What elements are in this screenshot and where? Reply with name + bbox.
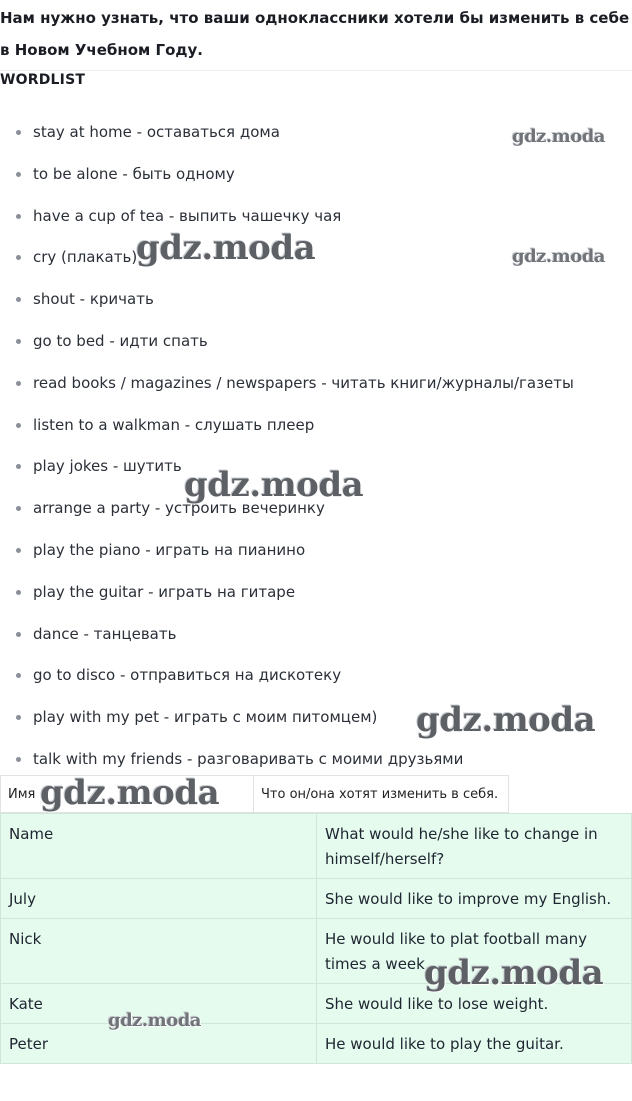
list-item: talk with my friends - разговаривать с моими друзьями: [0, 737, 632, 779]
table-cell: She would like to lose weight.: [317, 984, 632, 1024]
list-item: play the guitar - играть на гитаре: [0, 570, 632, 612]
table-row: [1, 1024, 632, 1064]
watermark: gdz.moda: [136, 228, 316, 268]
list-item: shout - кричать: [0, 277, 632, 319]
intro-text: Нам нужно узнать, что ваши одноклассники хотели бы изменить в себе в Новом Учебном Году.: [0, 9, 630, 59]
watermark: gdz.moda: [416, 700, 596, 740]
list-item: read books / magazines / newspapers - читать книги/журналы/газеты: [0, 361, 632, 403]
list-item: to be alone - быть одному: [0, 152, 632, 194]
divider: [0, 70, 632, 71]
list-item: play jokes - шутить: [0, 444, 632, 486]
table-cell: July: [1, 879, 317, 919]
table-row: [1, 879, 632, 919]
survey-table: [0, 813, 632, 1064]
table-cell: She would like to improve my English.: [317, 879, 632, 919]
list-item: go to disco - отправиться на дискотеку: [0, 653, 632, 695]
watermark: gdz.moda: [512, 246, 605, 267]
list-item: play the piano - играть на пианино: [0, 528, 632, 570]
header-cell-name: Имя: [1, 776, 254, 813]
watermark: gdz.moda: [424, 953, 604, 993]
list-item: cry (плакать): [0, 235, 632, 277]
table-cell: Nick: [1, 919, 317, 984]
list-item: dance - танцевать: [0, 612, 632, 654]
table-row: [1, 984, 632, 1024]
watermark: gdz.moda: [108, 1010, 201, 1031]
watermark: gdz.moda: [184, 465, 364, 505]
watermark: gdz.moda: [512, 126, 605, 147]
header-table: [0, 775, 509, 813]
list-item: play with my pet - играть с моим питомцем): [0, 695, 632, 737]
list-item: stay at home - оставаться дома: [0, 110, 632, 152]
watermark: gdz.moda: [40, 773, 220, 813]
list-item: arrange a party - устроить вечеринку: [0, 486, 632, 528]
table-row: [1, 814, 632, 879]
table-cell: He would like to play the guitar.: [317, 1024, 632, 1064]
table-row: [1, 919, 632, 984]
header-cell-change: Что он/она хотят изменить в себя.: [254, 776, 509, 813]
table-cell: He would like to plat football many times a week.: [317, 919, 632, 984]
list-item: listen to a walkman - слушать плеер: [0, 403, 632, 445]
list-item: have a cup of tea - выпить чашечку чая: [0, 194, 632, 236]
table-cell: Kate: [1, 984, 317, 1024]
table-cell: What would he/she like to change in himself/herself?: [317, 814, 632, 879]
table-cell: Name: [1, 814, 317, 879]
table-cell: Peter: [1, 1024, 317, 1064]
list-item: go to bed - идти спать: [0, 319, 632, 361]
wordlist-heading: WORDLIST: [0, 72, 86, 88]
wordlist: [0, 110, 632, 779]
